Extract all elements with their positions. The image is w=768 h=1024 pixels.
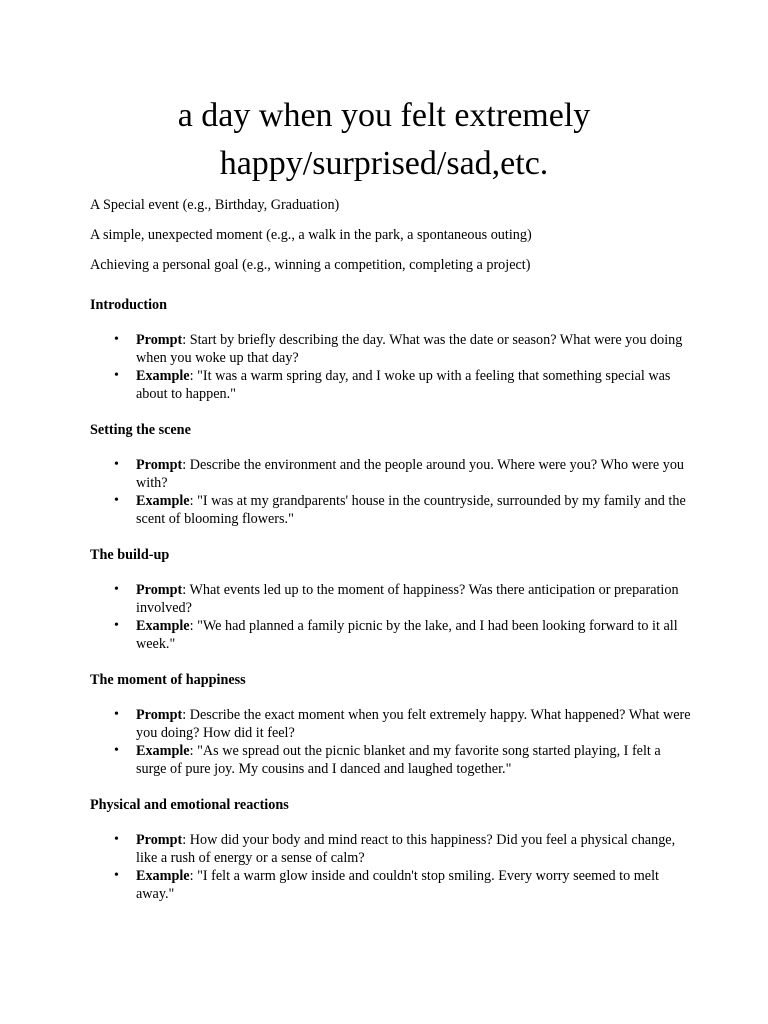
prompt-item — [90, 581, 691, 617]
prompt-text: : Describe the environment and the people around you. Where were you? Who were you with? — [136, 457, 685, 491]
bullet-icon: • — [114, 868, 119, 883]
bullet-icon: • — [114, 743, 119, 758]
section-heading: The build-up — [90, 547, 170, 563]
prompt-label: Prompt — [136, 457, 183, 473]
bullet-list — [90, 456, 690, 528]
example-item — [90, 367, 691, 403]
example-label: Example — [136, 493, 190, 509]
section-heading: The moment of happiness — [90, 672, 246, 688]
prompt-item — [90, 831, 691, 867]
section-physical-and-emotional-reactions — [90, 796, 690, 903]
example-label: Example — [136, 618, 190, 634]
prompt-text: : What events led up to the moment of happiness? Was there anticipation or preparation involved? — [136, 582, 679, 616]
bullet-list — [90, 581, 690, 653]
bullet-icon: • — [114, 618, 119, 633]
example-label: Example — [136, 368, 190, 384]
bullet-list — [90, 331, 690, 403]
intro-options — [90, 196, 690, 286]
example-text: : "We had planned a family picnic by the lake, and I had been looking forward to it all week." — [136, 618, 678, 652]
prompt-text: : How did your body and mind react to this happiness? Did you feel a physical change, like a rush of energy or a sense of calm? — [136, 832, 676, 866]
section-setting-the-scene — [90, 421, 690, 528]
bullet-icon: • — [114, 457, 119, 472]
prompt-label: Prompt — [136, 332, 183, 348]
section-the-build-up — [90, 546, 690, 653]
title-line-2: happy/surprised/sad,etc. — [219, 145, 549, 182]
section-heading: Setting the scene — [90, 422, 191, 438]
example-item — [90, 492, 691, 528]
bullet-icon: • — [114, 832, 119, 847]
section-introduction — [90, 296, 690, 403]
prompt-label: Prompt — [136, 707, 183, 723]
section-heading: Physical and emotional reactions — [90, 797, 289, 813]
section-heading: Introduction — [90, 297, 167, 313]
bullet-icon: • — [114, 493, 119, 508]
prompt-label: Prompt — [136, 832, 183, 848]
bullet-icon: • — [114, 582, 119, 597]
example-item — [90, 867, 691, 903]
bullet-icon: • — [114, 707, 119, 722]
example-item — [90, 742, 691, 778]
example-text: : "It was a warm spring day, and I woke up with a feeling that something special was about to happen." — [136, 368, 671, 402]
sections — [90, 296, 690, 921]
prompt-item — [90, 456, 691, 492]
title-line-1: a day when you felt extremely — [177, 97, 591, 134]
bullet-list — [90, 706, 690, 778]
example-item — [90, 617, 691, 653]
intro-option-unexpected-moment: A simple, unexpected moment (e.g., a walk in the park, a spontaneous outing) — [90, 227, 532, 243]
prompt-item — [90, 706, 691, 742]
intro-option-special-event: A Special event (e.g., Birthday, Graduation) — [90, 197, 340, 213]
prompt-text: : Start by briefly describing the day. What was the date or season? What were you doing when you woke up that day? — [136, 332, 683, 366]
bullet-list — [90, 831, 690, 903]
bullet-icon: • — [114, 332, 119, 347]
prompt-label: Prompt — [136, 582, 183, 598]
section-the-moment-of-happiness — [90, 671, 690, 778]
example-text: : "As we spread out the picnic blanket and my favorite song started playing, I felt a surge of pure joy. My cousins and I danced and laughed together." — [136, 743, 661, 777]
example-text: : "I felt a warm glow inside and couldn't stop smiling. Every worry seemed to melt away." — [136, 868, 659, 902]
example-text: : "I was at my grandparents' house in the countryside, surrounded by my family and the scent of blooming flowers." — [136, 493, 686, 527]
prompt-text: : Describe the exact moment when you felt extremely happy. What happened? What were you doing? How did it feel? — [136, 707, 691, 741]
bullet-icon: • — [114, 368, 119, 383]
document-title — [0, 92, 768, 188]
example-label: Example — [136, 743, 190, 759]
example-label: Example — [136, 868, 190, 884]
intro-option-personal-goal: Achieving a personal goal (e.g., winning a competition, completing a project) — [90, 257, 531, 273]
prompt-item — [90, 331, 691, 367]
